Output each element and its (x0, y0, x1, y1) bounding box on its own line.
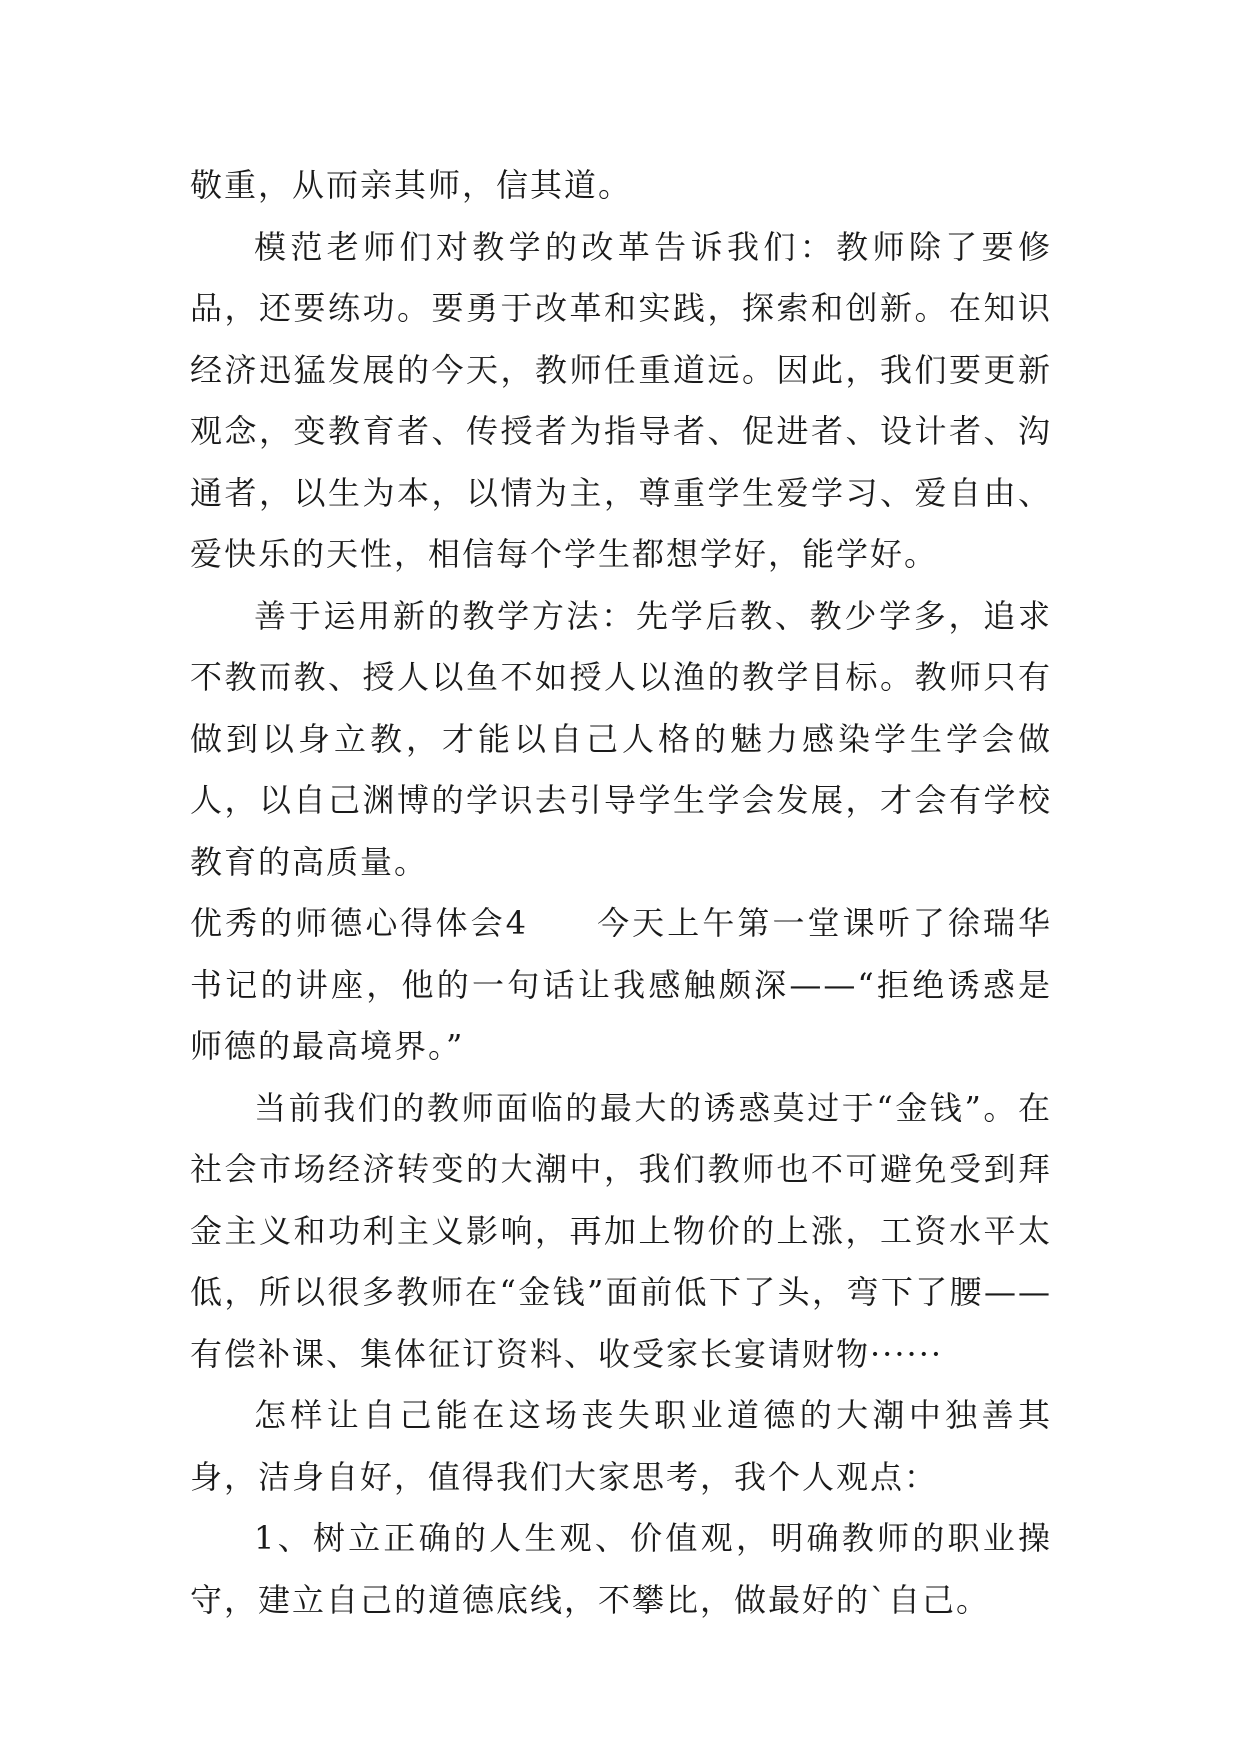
document-body (190, 155, 1052, 1631)
paragraph-2: 模范老师们对教学的改革告诉我们：教师除了要修品，还要练功。要勇于改革和实践，探索和创新。在知识经济迅猛发展的今天，教师任重道远。因此，我们要更新观念，变教育者、传授者为指导者、促进者、设计者、沟通者，以生为本，以情为主，尊重学生爱学习、爱自由、爱快乐的天性，相信每个学生都想学好，能学好。 (190, 227, 1052, 573)
paragraph-5: 当前我们的教师面临的最大的诱惑莫过于“金钱”。在社会市场经济转变的大潮中，我们教师也不可避免受到拜金主义和功利主义影响，再加上物价的上涨，工资水平太低，所以很多教师在“金钱”面前低下了头，弯下了腰——有偿补课、集体征订资料、收受家长宴请财物······ (190, 1088, 1052, 1373)
section-4-paragraph (190, 893, 1052, 1078)
paragraph-6: 怎样让自己能在这场丧失职业道德的大潮中独善其身，洁身自好，值得我们大家思考，我个人观点： (190, 1396, 1052, 1496)
section-title: 优秀的师德心得体会4 (190, 904, 529, 942)
paragraph-7: 1、树立正确的人生观、价值观，明确教师的职业操守，建立自己的道德底线，不攀比，做最好的`自己。 (190, 1519, 1052, 1619)
paragraph-1: 敬重，从而亲其师，信其道。 (190, 166, 633, 204)
section-first-text: 今天上午第一堂课听了徐瑞华书记的讲座，他的一句话让我感触颇深——“拒绝诱惑是师德的最高境界。” (190, 904, 1052, 1065)
paragraph-3: 善于运用新的教学方法：先学后教、教少学多，追求不教而教、授人以鱼不如授人以渔的教学目标。教师只有做到以身立教，才能以自己人格的魅力感染学生学会做人，以自己渊博的学识去引导学生学会发展，才会有学校教育的高质量。 (190, 596, 1052, 881)
